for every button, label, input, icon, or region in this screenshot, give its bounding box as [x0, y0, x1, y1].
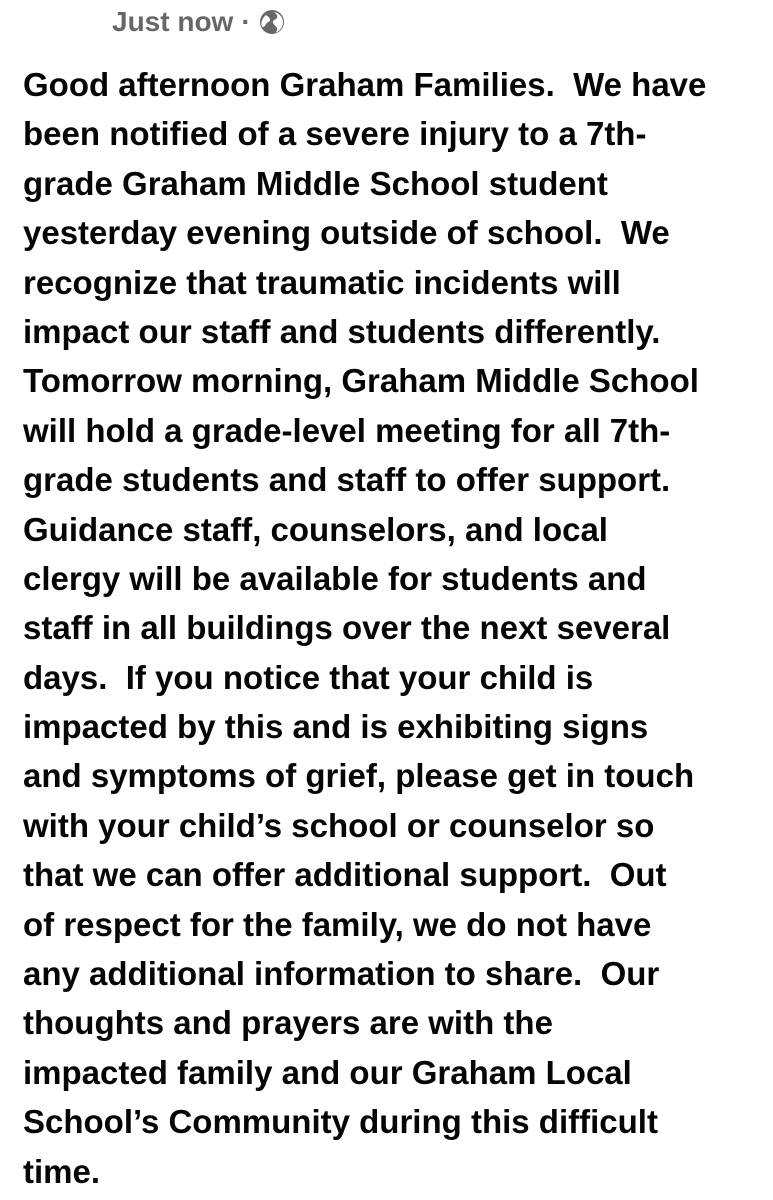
- post-text-line: of respect for the family, we do not have: [23, 905, 652, 943]
- post-meta: [112, 4, 285, 40]
- post-text-line: staff in all buildings over the next several: [23, 609, 671, 647]
- post-text-line: School’s Community during this difficult: [23, 1103, 658, 1141]
- post-text-line: grade Graham Middle School student: [23, 164, 608, 202]
- post-text-line: impacted family and our Graham Local: [23, 1053, 632, 1091]
- post-text-line: with your child’s school or counselor so: [23, 806, 655, 844]
- post-text-line: been notified of a severe injury to a 7th-: [23, 115, 647, 153]
- post-text-line: grade students and staff to offer support.: [23, 461, 671, 499]
- post-timestamp[interactable]: Just now: [112, 6, 234, 37]
- post-text-line: clergy will be available for students and: [23, 559, 647, 597]
- post-text-line: thoughts and prayers are with the: [23, 1004, 553, 1042]
- post-text-line: and symptoms of grief, please get in touch: [23, 757, 695, 795]
- post-text-line: impact our staff and students differently.: [23, 312, 661, 350]
- post-text-line: Good afternoon Graham Families. We have: [23, 66, 707, 103]
- post-text-line: days. If you notice that your child is: [23, 658, 594, 696]
- post-text-line: Tomorrow morning, Graham Middle School: [23, 362, 699, 400]
- meta-separator: ·: [241, 6, 251, 37]
- post-text-line: time.: [23, 1152, 101, 1190]
- post-text-line: that we can offer additional support. Out: [23, 856, 667, 894]
- post-text-line: recognize that traumatic incidents will: [23, 263, 621, 301]
- post-message: [23, 60, 765, 1196]
- post-text-line: impacted by this and is exhibiting signs: [23, 708, 649, 746]
- post-text-line: Guidance staff, counselors, and local: [23, 510, 608, 548]
- post-text-line: will hold a grade-level meeting for all 7th-: [23, 411, 671, 449]
- post-text-line: any additional information to share. Our: [23, 955, 660, 993]
- globe-icon[interactable]: [259, 9, 285, 35]
- post-text-line: yesterday evening outside of school. We: [23, 214, 670, 252]
